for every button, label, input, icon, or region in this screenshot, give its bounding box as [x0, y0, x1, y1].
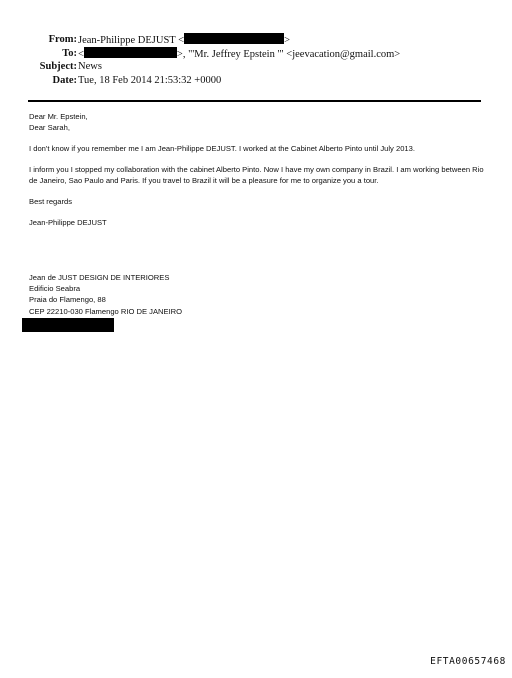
- redaction-bar: [184, 33, 284, 44]
- redaction-bar: [84, 47, 177, 58]
- subject-value: News: [78, 61, 102, 72]
- from-value: [78, 33, 290, 48]
- greeting-line: Dear Sarah,: [29, 122, 70, 132]
- subject-row: [0, 60, 512, 74]
- to-value: [78, 47, 400, 62]
- signature-block: [29, 272, 182, 317]
- signature-city: CEP 22210-030 Flamengo RIO DE JANEIRO: [29, 306, 183, 316]
- from-label: From:: [48, 34, 77, 45]
- email-body: [29, 112, 489, 239]
- signature-building: Edificio Seabra: [29, 284, 81, 294]
- to-row: [0, 47, 512, 61]
- email-header: [0, 33, 512, 87]
- from-row: [0, 33, 512, 47]
- redaction-bar: [22, 318, 114, 332]
- date-value: Tue, 18 Feb 2014 21:53:32 +0000: [78, 74, 222, 86]
- from-close: >: [284, 35, 290, 46]
- header-divider: [28, 100, 481, 102]
- greeting-block: [29, 112, 489, 133]
- date-row: [0, 74, 512, 88]
- from-name: Jean-Philippe DEJUST <: [78, 35, 185, 46]
- body-paragraph: I inform you I stopped my collaboration with the cabinet Alberto Pinto. Now I have my own company in Brazil. I am working between Rio de Janeiro, Sao Paulo and Paris. If you travel to Brazil it will be a pleasure for me to organize you a tour.: [29, 164, 484, 185]
- subject-label: Subject:: [39, 61, 77, 72]
- signature-street: Praia do Flamengo, 88: [29, 295, 106, 305]
- date-label: Date:: [52, 74, 77, 86]
- signature-company: Jean de JUST DESIGN DE INTERIORES: [29, 273, 170, 282]
- body-paragraph: I don't know if you remember me I am Jean-Philippe DEJUST. I worked at the Cabinet Alberto Pinto until July 2013.: [29, 143, 415, 153]
- sender-name: Jean-Philippe DEJUST: [29, 217, 107, 227]
- bates-number: EFTA00657468: [430, 656, 506, 667]
- to-open: <: [78, 48, 84, 60]
- to-rest: >, "'Mr. Jeffrey Epstein '" <jeevacation@gmail.com>: [176, 48, 401, 60]
- greeting-line: Dear Mr. Epstein,: [29, 112, 88, 121]
- closing: Best regards: [29, 196, 73, 206]
- to-label: To:: [62, 47, 77, 59]
